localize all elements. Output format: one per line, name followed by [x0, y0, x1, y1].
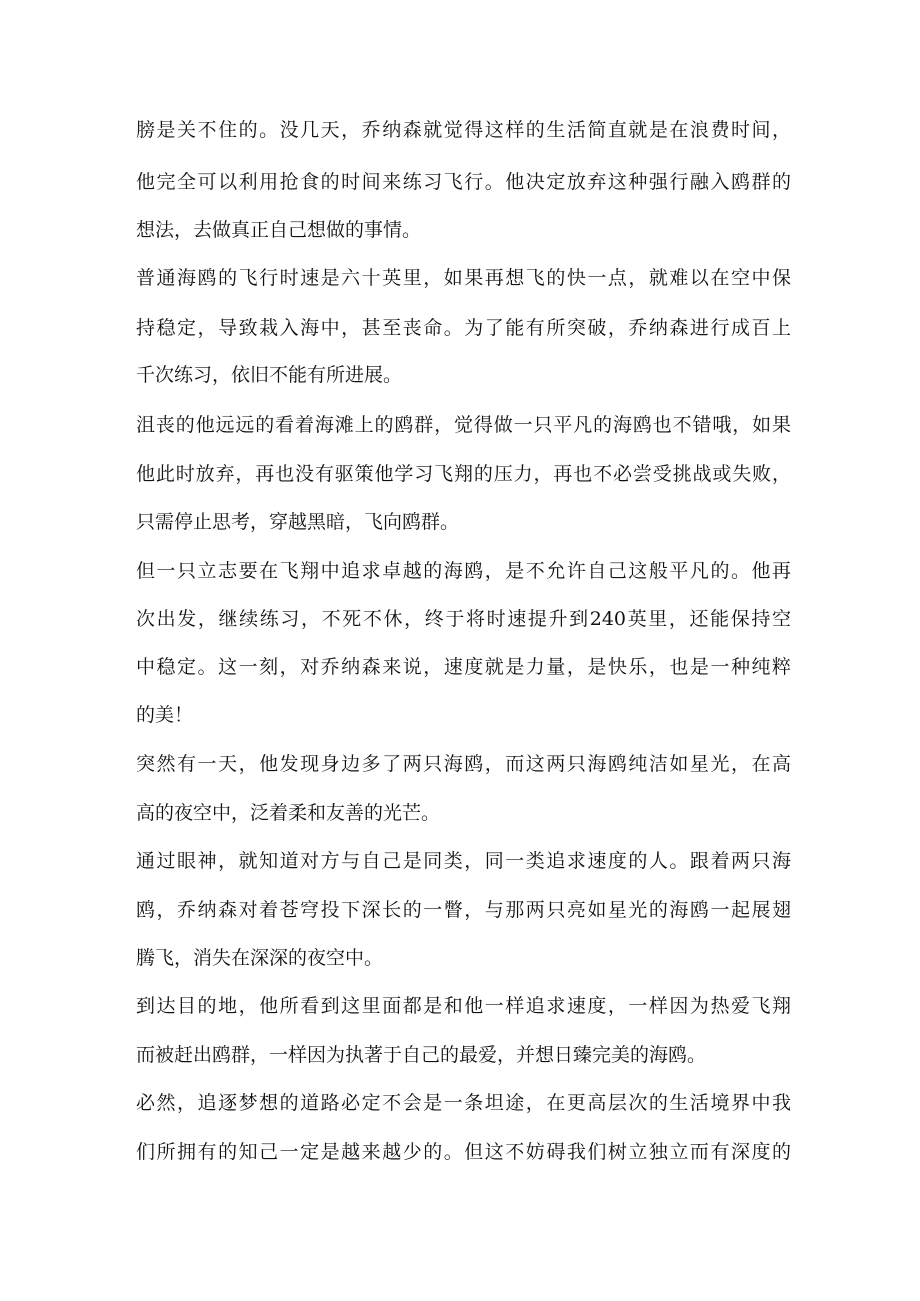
text-line: 他此时放弃，再也没有驱策他学习飞翔的压力，再也不必尝受挑战或失败，: [136, 463, 791, 485]
text-line: 次出发，继续练习，不死不休，终于将时速提升到240英里，还能保持空: [136, 608, 791, 630]
text-line: 突然有一天，他发现身边多了两只海鸥，而这两只海鸥纯洁如星光，在高: [136, 753, 791, 775]
text-line: 中稳定。这一刻，对乔纳森来说，速度就是力量，是快乐，也是一种纯粹: [136, 656, 791, 678]
text-line: 的美！: [136, 704, 194, 726]
text-line: 想法，去做真正自己想做的事情。: [136, 219, 422, 241]
text-line: 必然，追逐梦想的道路必定不会是一条坦途，在更高层次的生活境界中我: [136, 1092, 791, 1114]
text-line: 但一只立志要在飞翔中追求卓越的海鸥，是不允许自己这般平凡的。他再: [136, 560, 791, 582]
text-line: 持稳定，导致栽入海中，甚至丧命。为了能有所突破，乔纳森进行成百上: [136, 317, 791, 339]
text-line: 普通海鸥的飞行时速是六十英里，如果再想飞的快一点，就难以在空中保: [136, 267, 791, 289]
text-line: 高的夜空中，泛着柔和友善的光芒。: [136, 802, 441, 824]
text-line: 只需停止思考，穿越黑暗，飞向鸥群。: [136, 511, 460, 533]
text-line: 鸥，乔纳森对着苍穹投下深长的一瞥，与那两只亮如星光的海鸥一起展翅: [136, 899, 791, 921]
text-line: 而被赶出鸥群，一样因为执著于自己的最爱，并想日臻完美的海鸥。: [136, 1044, 707, 1066]
text-line: 沮丧的他远远的看着海滩上的鸥群，觉得做一只平凡的海鸥也不错哦，如果: [136, 414, 791, 436]
text-line: 千次练习，依旧不能有所进展。: [136, 364, 403, 386]
text-line: 们所拥有的知己一定是越来越少的。但这不妨碍我们树立独立而有深度的: [136, 1141, 791, 1163]
text-line: 到达目的地，他所看到这里面都是和他一样追求速度，一样因为热爱飞翔: [136, 995, 791, 1017]
text-line: 腾飞，消失在深深的夜空中。: [136, 947, 384, 969]
text-line: 通过眼神，就知道对方与自己是同类，同一类追求速度的人。跟着两只海: [136, 850, 791, 872]
text-line: 膀是关不住的。没几天，乔纳森就觉得这样的生活简直就是在浪费时间，: [136, 119, 791, 141]
text-line: 他完全可以利用抢食的时间来练习飞行。他决定放弃这种强行融入鸥群的: [136, 171, 791, 193]
